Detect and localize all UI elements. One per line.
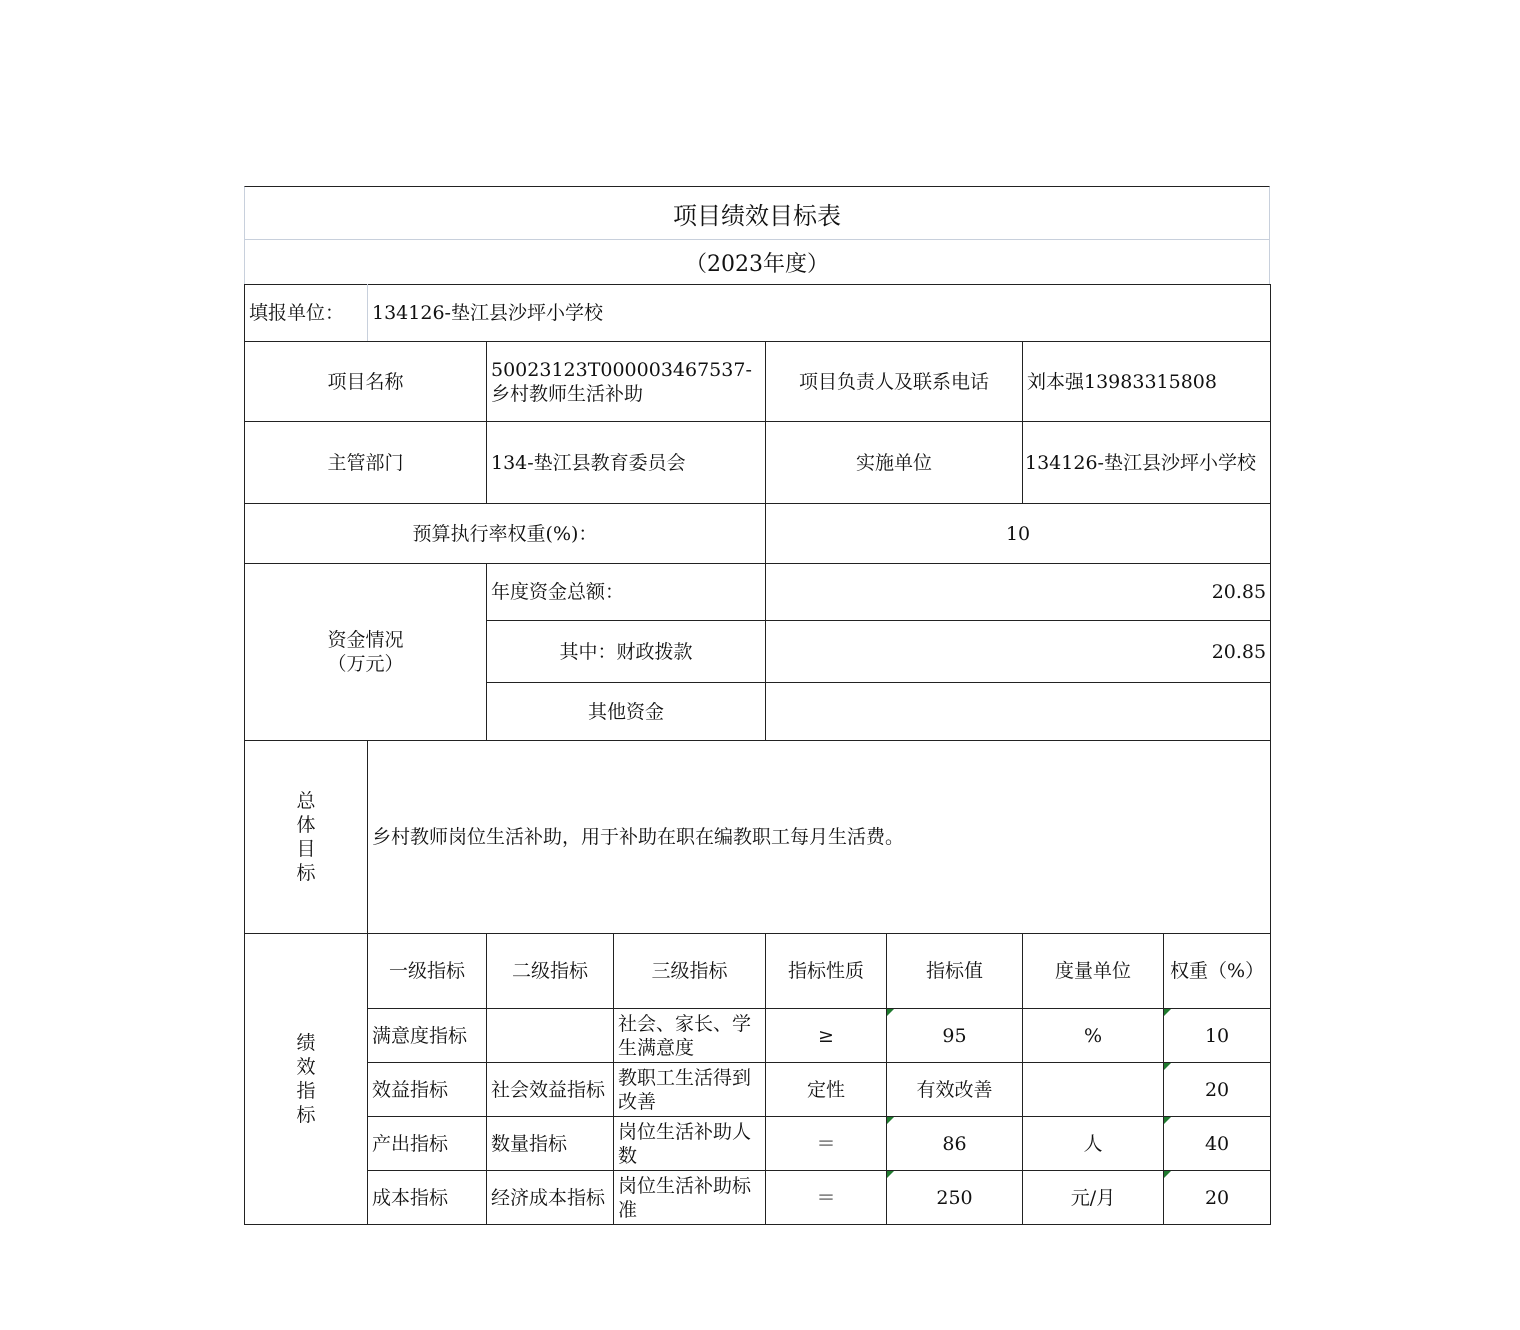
project-name-label: 项目名称 xyxy=(245,342,487,422)
row-level1: 满意度指标 xyxy=(368,1009,487,1063)
header-value: 指标值 xyxy=(887,934,1023,1009)
table-row xyxy=(245,1171,1271,1225)
funds-label-text: 资金情况 （万元） xyxy=(327,629,404,675)
row-level1: 成本指标 xyxy=(368,1171,487,1225)
row-level2 xyxy=(487,1009,614,1063)
row-weight: 20 xyxy=(1164,1171,1271,1225)
department-value: 134-垫江县教育委员会 xyxy=(487,422,766,504)
project-contact-value: 刘本强13983315808 xyxy=(1023,342,1271,422)
row-level2: 社会效益指标 xyxy=(487,1063,614,1117)
row-level3: 教职工生活得到改善 xyxy=(614,1063,766,1117)
row-value: 250 xyxy=(887,1171,1023,1225)
header-unit: 度量单位 xyxy=(1023,934,1164,1009)
row-unit: % xyxy=(1023,1009,1164,1063)
row-value: 95 xyxy=(887,1009,1023,1063)
row-level3: 岗位生活补助标准 xyxy=(614,1171,766,1225)
goal-label-text: 总 体 目 标 xyxy=(296,790,316,884)
row-unit xyxy=(1023,1063,1164,1117)
performance-target-sheet xyxy=(244,186,1270,1225)
row-weight: 40 xyxy=(1164,1117,1271,1171)
row-value: 有效改善 xyxy=(887,1063,1023,1117)
header-level3: 三级指标 xyxy=(614,934,766,1009)
goal-text: 乡村教师岗位生活补助，用于补助在职在编教职工每月生活费。 xyxy=(368,741,1271,934)
indicators-label-text: 绩 效 指 标 xyxy=(296,1032,316,1126)
impl-unit-value: 134126-垫江县沙坪小学校 xyxy=(1023,422,1271,504)
target-table xyxy=(244,284,1271,1225)
budget-rate-value: 10 xyxy=(766,504,1271,564)
row-unit: 人 xyxy=(1023,1117,1164,1171)
row-weight: 10 xyxy=(1164,1009,1271,1063)
table-row xyxy=(245,1063,1271,1117)
header-level1: 一级指标 xyxy=(368,934,487,1009)
row-nature: 定性 xyxy=(766,1063,887,1117)
indicators-label xyxy=(245,934,368,1225)
impl-unit-label: 实施单位 xyxy=(766,422,1023,504)
row-level1: 效益指标 xyxy=(368,1063,487,1117)
funds-fiscal-value: 20.85 xyxy=(766,621,1271,683)
project-contact-label: 项目负责人及联系电话 xyxy=(766,342,1023,422)
row-level3: 社会、家长、学生满意度 xyxy=(614,1009,766,1063)
table-row xyxy=(245,1117,1271,1171)
funds-other-label: 其他资金 xyxy=(487,683,766,741)
row-level3: 岗位生活补助人数 xyxy=(614,1117,766,1171)
project-name-value: 50023123T000003467537-乡村教师生活补助 xyxy=(487,342,766,422)
row-unit: 元/月 xyxy=(1023,1171,1164,1225)
row-level1: 产出指标 xyxy=(368,1117,487,1171)
header-nature: 指标性质 xyxy=(766,934,887,1009)
row-nature: ＝ xyxy=(766,1117,887,1171)
funds-total-value: 20.85 xyxy=(766,564,1271,621)
header-weight: 权重（%） xyxy=(1164,934,1271,1009)
sheet-year: （2023年度） xyxy=(244,240,1270,284)
row-nature: ≥ xyxy=(766,1009,887,1063)
budget-rate-label: 预算执行率权重(%)： xyxy=(245,504,766,564)
funds-label xyxy=(245,564,487,741)
row-level2: 经济成本指标 xyxy=(487,1171,614,1225)
row-level2: 数量指标 xyxy=(487,1117,614,1171)
header-level2: 二级指标 xyxy=(487,934,614,1009)
table-row xyxy=(245,1009,1271,1063)
goal-label xyxy=(245,741,368,934)
funds-other-value xyxy=(766,683,1271,741)
unit-label: 填报单位： xyxy=(245,285,368,342)
funds-total-label: 年度资金总额： xyxy=(487,564,766,621)
row-value: 86 xyxy=(887,1117,1023,1171)
unit-value: 134126-垫江县沙坪小学校 xyxy=(368,285,1271,342)
sheet-title: 项目绩效目标表 xyxy=(244,186,1270,240)
department-label: 主管部门 xyxy=(245,422,487,504)
funds-fiscal-label: 其中：财政拨款 xyxy=(487,621,766,683)
row-weight: 20 xyxy=(1164,1063,1271,1117)
row-nature: ＝ xyxy=(766,1171,887,1225)
